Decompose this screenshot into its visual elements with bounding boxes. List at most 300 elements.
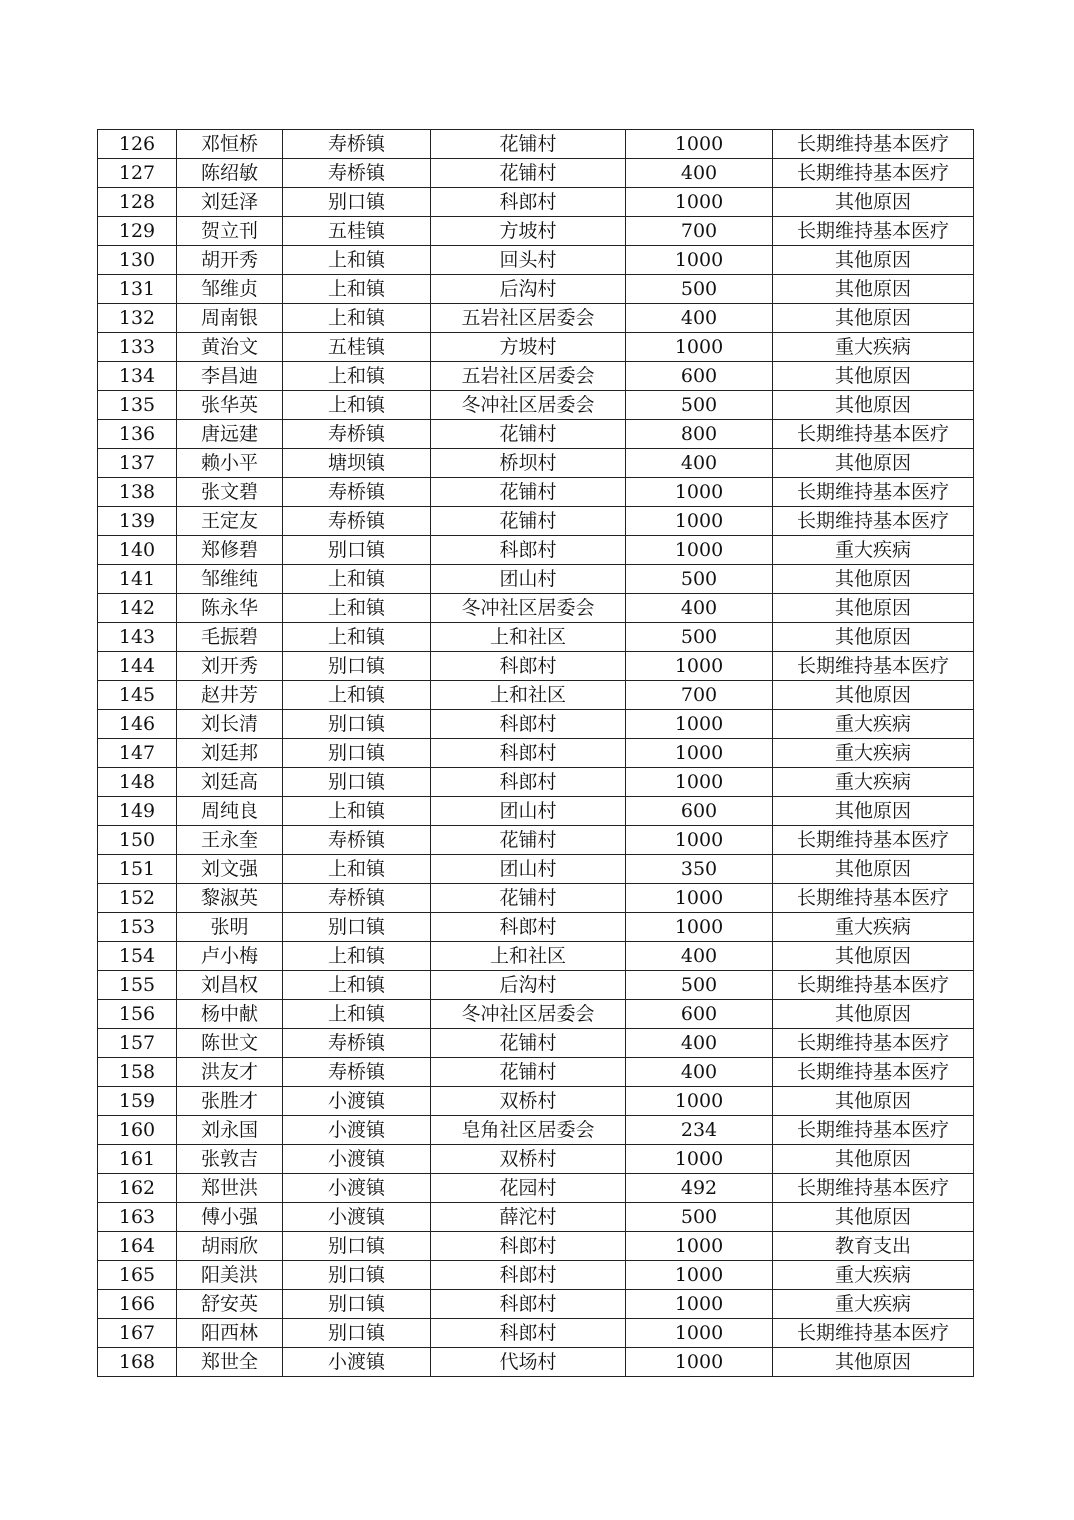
reason-cell: 长期维持基本医疗 [773, 507, 974, 536]
amount-cell: 600 [626, 362, 773, 391]
table-row [98, 478, 974, 507]
town-cell: 寿桥镇 [283, 130, 431, 159]
row-number-cell: 141 [98, 565, 177, 594]
table-row [98, 739, 974, 768]
town-cell: 别口镇 [283, 1232, 431, 1261]
village-cell: 科郎村 [431, 188, 626, 217]
amount-cell: 500 [626, 971, 773, 1000]
table-row [98, 1348, 974, 1377]
village-cell: 科郎村 [431, 710, 626, 739]
town-cell: 上和镇 [283, 1000, 431, 1029]
row-number-cell: 152 [98, 884, 177, 913]
table-row [98, 1029, 974, 1058]
village-cell: 双桥村 [431, 1087, 626, 1116]
name-cell: 张敦吉 [177, 1145, 283, 1174]
reason-cell: 其他原因 [773, 188, 974, 217]
town-cell: 小渡镇 [283, 1348, 431, 1377]
amount-cell: 1000 [626, 246, 773, 275]
row-number-cell: 156 [98, 1000, 177, 1029]
row-number-cell: 136 [98, 420, 177, 449]
name-cell: 邹维纯 [177, 565, 283, 594]
town-cell: 上和镇 [283, 391, 431, 420]
row-number-cell: 165 [98, 1261, 177, 1290]
reason-cell: 其他原因 [773, 855, 974, 884]
name-cell: 毛振碧 [177, 623, 283, 652]
name-cell: 卢小梅 [177, 942, 283, 971]
reason-cell: 长期维持基本医疗 [773, 971, 974, 1000]
village-cell: 代场村 [431, 1348, 626, 1377]
reason-cell: 长期维持基本医疗 [773, 478, 974, 507]
town-cell: 上和镇 [283, 797, 431, 826]
row-number-cell: 145 [98, 681, 177, 710]
table-row [98, 536, 974, 565]
amount-cell: 1000 [626, 710, 773, 739]
amount-cell: 1000 [626, 188, 773, 217]
name-cell: 刘永国 [177, 1116, 283, 1145]
table-row [98, 652, 974, 681]
amount-cell: 1000 [626, 768, 773, 797]
amount-cell: 1000 [626, 478, 773, 507]
name-cell: 胡雨欣 [177, 1232, 283, 1261]
amount-cell: 400 [626, 594, 773, 623]
village-cell: 皂角社区居委会 [431, 1116, 626, 1145]
amount-cell: 1000 [626, 1290, 773, 1319]
row-number-cell: 161 [98, 1145, 177, 1174]
reason-cell: 重大疾病 [773, 768, 974, 797]
table-row [98, 1261, 974, 1290]
village-cell: 上和社区 [431, 681, 626, 710]
town-cell: 小渡镇 [283, 1116, 431, 1145]
amount-cell: 400 [626, 1058, 773, 1087]
village-cell: 花铺村 [431, 159, 626, 188]
town-cell: 五桂镇 [283, 217, 431, 246]
table-row [98, 217, 974, 246]
reason-cell: 重大疾病 [773, 333, 974, 362]
village-cell: 上和社区 [431, 942, 626, 971]
name-cell: 郑修碧 [177, 536, 283, 565]
reason-cell: 长期维持基本医疗 [773, 159, 974, 188]
reason-cell: 重大疾病 [773, 739, 974, 768]
name-cell: 舒安英 [177, 1290, 283, 1319]
amount-cell: 600 [626, 797, 773, 826]
village-cell: 科郎村 [431, 913, 626, 942]
table-row [98, 855, 974, 884]
table-row [98, 594, 974, 623]
name-cell: 张胜才 [177, 1087, 283, 1116]
town-cell: 小渡镇 [283, 1174, 431, 1203]
name-cell: 黎淑英 [177, 884, 283, 913]
row-number-cell: 133 [98, 333, 177, 362]
reason-cell: 其他原因 [773, 797, 974, 826]
reason-cell: 长期维持基本医疗 [773, 1058, 974, 1087]
village-cell: 上和社区 [431, 623, 626, 652]
town-cell: 上和镇 [283, 855, 431, 884]
table-row [98, 913, 974, 942]
row-number-cell: 135 [98, 391, 177, 420]
village-cell: 科郎村 [431, 1261, 626, 1290]
reason-cell: 其他原因 [773, 623, 974, 652]
town-cell: 寿桥镇 [283, 826, 431, 855]
table-row [98, 304, 974, 333]
name-cell: 周南银 [177, 304, 283, 333]
village-cell: 花铺村 [431, 884, 626, 913]
row-number-cell: 139 [98, 507, 177, 536]
name-cell: 刘文强 [177, 855, 283, 884]
reason-cell: 长期维持基本医疗 [773, 130, 974, 159]
amount-cell: 500 [626, 623, 773, 652]
table-row [98, 449, 974, 478]
reason-cell: 长期维持基本医疗 [773, 217, 974, 246]
village-cell: 方坡村 [431, 333, 626, 362]
row-number-cell: 148 [98, 768, 177, 797]
row-number-cell: 130 [98, 246, 177, 275]
town-cell: 上和镇 [283, 275, 431, 304]
amount-cell: 1000 [626, 536, 773, 565]
town-cell: 别口镇 [283, 536, 431, 565]
table-row [98, 362, 974, 391]
amount-cell: 350 [626, 855, 773, 884]
table-row [98, 942, 974, 971]
row-number-cell: 155 [98, 971, 177, 1000]
town-cell: 别口镇 [283, 652, 431, 681]
reason-cell: 重大疾病 [773, 913, 974, 942]
amount-cell: 1000 [626, 1145, 773, 1174]
village-cell: 科郎村 [431, 1290, 626, 1319]
row-number-cell: 163 [98, 1203, 177, 1232]
amount-cell: 492 [626, 1174, 773, 1203]
row-number-cell: 167 [98, 1319, 177, 1348]
reason-cell: 其他原因 [773, 1203, 974, 1232]
name-cell: 王定友 [177, 507, 283, 536]
table-row [98, 159, 974, 188]
amount-cell: 1000 [626, 652, 773, 681]
table-row [98, 1145, 974, 1174]
table-row [98, 1087, 974, 1116]
village-cell: 冬冲社区居委会 [431, 391, 626, 420]
village-cell: 冬冲社区居委会 [431, 594, 626, 623]
town-cell: 五桂镇 [283, 333, 431, 362]
amount-cell: 1000 [626, 826, 773, 855]
town-cell: 别口镇 [283, 710, 431, 739]
amount-cell: 800 [626, 420, 773, 449]
town-cell: 寿桥镇 [283, 507, 431, 536]
row-number-cell: 166 [98, 1290, 177, 1319]
village-cell: 五岩社区居委会 [431, 362, 626, 391]
reason-cell: 长期维持基本医疗 [773, 1029, 974, 1058]
town-cell: 寿桥镇 [283, 478, 431, 507]
village-cell: 花铺村 [431, 130, 626, 159]
row-number-cell: 140 [98, 536, 177, 565]
reason-cell: 其他原因 [773, 362, 974, 391]
town-cell: 上和镇 [283, 942, 431, 971]
row-number-cell: 160 [98, 1116, 177, 1145]
name-cell: 邹维贞 [177, 275, 283, 304]
name-cell: 黄治文 [177, 333, 283, 362]
amount-cell: 500 [626, 275, 773, 304]
table-row [98, 1203, 974, 1232]
name-cell: 陈永华 [177, 594, 283, 623]
town-cell: 上和镇 [283, 971, 431, 1000]
amount-cell: 1000 [626, 333, 773, 362]
reason-cell: 长期维持基本医疗 [773, 652, 974, 681]
town-cell: 上和镇 [283, 623, 431, 652]
village-cell: 后沟村 [431, 971, 626, 1000]
town-cell: 小渡镇 [283, 1087, 431, 1116]
village-cell: 回头村 [431, 246, 626, 275]
town-cell: 小渡镇 [283, 1203, 431, 1232]
roster-body [98, 130, 974, 1377]
roster-table [97, 129, 974, 1377]
town-cell: 上和镇 [283, 246, 431, 275]
table-row [98, 1319, 974, 1348]
town-cell: 别口镇 [283, 739, 431, 768]
row-number-cell: 129 [98, 217, 177, 246]
village-cell: 花铺村 [431, 478, 626, 507]
name-cell: 陈绍敏 [177, 159, 283, 188]
table-row [98, 130, 974, 159]
reason-cell: 重大疾病 [773, 1261, 974, 1290]
name-cell: 杨中献 [177, 1000, 283, 1029]
name-cell: 张华英 [177, 391, 283, 420]
village-cell: 薛沱村 [431, 1203, 626, 1232]
name-cell: 刘昌权 [177, 971, 283, 1000]
town-cell: 别口镇 [283, 1319, 431, 1348]
row-number-cell: 158 [98, 1058, 177, 1087]
amount-cell: 400 [626, 159, 773, 188]
reason-cell: 重大疾病 [773, 1290, 974, 1319]
name-cell: 赵井芳 [177, 681, 283, 710]
row-number-cell: 147 [98, 739, 177, 768]
amount-cell: 600 [626, 1000, 773, 1029]
village-cell: 科郎村 [431, 739, 626, 768]
village-cell: 团山村 [431, 565, 626, 594]
amount-cell: 1000 [626, 1261, 773, 1290]
name-cell: 李昌迪 [177, 362, 283, 391]
name-cell: 刘长清 [177, 710, 283, 739]
name-cell: 张文碧 [177, 478, 283, 507]
reason-cell: 长期维持基本医疗 [773, 1174, 974, 1203]
name-cell: 陈世文 [177, 1029, 283, 1058]
village-cell: 双桥村 [431, 1145, 626, 1174]
name-cell: 郑世洪 [177, 1174, 283, 1203]
row-number-cell: 132 [98, 304, 177, 333]
village-cell: 科郎村 [431, 1232, 626, 1261]
reason-cell: 其他原因 [773, 942, 974, 971]
town-cell: 上和镇 [283, 594, 431, 623]
row-number-cell: 149 [98, 797, 177, 826]
amount-cell: 400 [626, 942, 773, 971]
amount-cell: 400 [626, 449, 773, 478]
row-number-cell: 162 [98, 1174, 177, 1203]
row-number-cell: 144 [98, 652, 177, 681]
town-cell: 别口镇 [283, 188, 431, 217]
reason-cell: 长期维持基本医疗 [773, 420, 974, 449]
name-cell: 张明 [177, 913, 283, 942]
village-cell: 花铺村 [431, 1029, 626, 1058]
row-number-cell: 150 [98, 826, 177, 855]
town-cell: 塘坝镇 [283, 449, 431, 478]
table-row [98, 420, 974, 449]
table-row [98, 1116, 974, 1145]
village-cell: 花铺村 [431, 420, 626, 449]
reason-cell: 其他原因 [773, 391, 974, 420]
amount-cell: 1000 [626, 1087, 773, 1116]
table-row [98, 1174, 974, 1203]
village-cell: 科郎村 [431, 536, 626, 565]
town-cell: 上和镇 [283, 565, 431, 594]
reason-cell: 其他原因 [773, 565, 974, 594]
table-row [98, 507, 974, 536]
row-number-cell: 138 [98, 478, 177, 507]
village-cell: 花铺村 [431, 1058, 626, 1087]
row-number-cell: 146 [98, 710, 177, 739]
amount-cell: 400 [626, 304, 773, 333]
name-cell: 周纯良 [177, 797, 283, 826]
village-cell: 冬冲社区居委会 [431, 1000, 626, 1029]
amount-cell: 1000 [626, 1348, 773, 1377]
amount-cell: 700 [626, 217, 773, 246]
name-cell: 贺立刊 [177, 217, 283, 246]
village-cell: 方坡村 [431, 217, 626, 246]
town-cell: 小渡镇 [283, 1145, 431, 1174]
row-number-cell: 157 [98, 1029, 177, 1058]
row-number-cell: 168 [98, 1348, 177, 1377]
amount-cell: 1000 [626, 739, 773, 768]
row-number-cell: 126 [98, 130, 177, 159]
table-row [98, 1058, 974, 1087]
town-cell: 别口镇 [283, 768, 431, 797]
name-cell: 胡开秀 [177, 246, 283, 275]
reason-cell: 其他原因 [773, 1087, 974, 1116]
town-cell: 别口镇 [283, 1261, 431, 1290]
reason-cell: 其他原因 [773, 275, 974, 304]
village-cell: 科郎村 [431, 768, 626, 797]
reason-cell: 教育支出 [773, 1232, 974, 1261]
town-cell: 寿桥镇 [283, 1058, 431, 1087]
row-number-cell: 153 [98, 913, 177, 942]
amount-cell: 1000 [626, 884, 773, 913]
table-row [98, 391, 974, 420]
table-row [98, 971, 974, 1000]
village-cell: 花园村 [431, 1174, 626, 1203]
amount-cell: 500 [626, 1203, 773, 1232]
table-row [98, 246, 974, 275]
reason-cell: 其他原因 [773, 1348, 974, 1377]
table-row [98, 710, 974, 739]
amount-cell: 1000 [626, 913, 773, 942]
name-cell: 赖小平 [177, 449, 283, 478]
name-cell: 刘廷泽 [177, 188, 283, 217]
town-cell: 寿桥镇 [283, 884, 431, 913]
row-number-cell: 154 [98, 942, 177, 971]
town-cell: 别口镇 [283, 1290, 431, 1319]
town-cell: 上和镇 [283, 362, 431, 391]
reason-cell: 其他原因 [773, 1000, 974, 1029]
reason-cell: 其他原因 [773, 449, 974, 478]
village-cell: 花铺村 [431, 507, 626, 536]
name-cell: 阳美洪 [177, 1261, 283, 1290]
town-cell: 寿桥镇 [283, 159, 431, 188]
table-row [98, 797, 974, 826]
amount-cell: 234 [626, 1116, 773, 1145]
row-number-cell: 159 [98, 1087, 177, 1116]
town-cell: 上和镇 [283, 304, 431, 333]
reason-cell: 长期维持基本医疗 [773, 1319, 974, 1348]
name-cell: 傅小强 [177, 1203, 283, 1232]
table-row [98, 188, 974, 217]
amount-cell: 1000 [626, 130, 773, 159]
village-cell: 桥坝村 [431, 449, 626, 478]
village-cell: 科郎村 [431, 652, 626, 681]
town-cell: 寿桥镇 [283, 1029, 431, 1058]
table-row [98, 565, 974, 594]
reason-cell: 其他原因 [773, 304, 974, 333]
reason-cell: 其他原因 [773, 681, 974, 710]
name-cell: 刘廷高 [177, 768, 283, 797]
village-cell: 花铺村 [431, 826, 626, 855]
town-cell: 上和镇 [283, 681, 431, 710]
table-row [98, 681, 974, 710]
village-cell: 科郎村 [431, 1319, 626, 1348]
row-number-cell: 137 [98, 449, 177, 478]
amount-cell: 1000 [626, 507, 773, 536]
name-cell: 刘廷邦 [177, 739, 283, 768]
town-cell: 别口镇 [283, 913, 431, 942]
town-cell: 寿桥镇 [283, 420, 431, 449]
name-cell: 郑世全 [177, 1348, 283, 1377]
table-row [98, 275, 974, 304]
village-cell: 五岩社区居委会 [431, 304, 626, 333]
amount-cell: 1000 [626, 1319, 773, 1348]
reason-cell: 长期维持基本医疗 [773, 884, 974, 913]
amount-cell: 500 [626, 565, 773, 594]
reason-cell: 其他原因 [773, 246, 974, 275]
village-cell: 团山村 [431, 855, 626, 884]
row-number-cell: 143 [98, 623, 177, 652]
amount-cell: 1000 [626, 1232, 773, 1261]
reason-cell: 长期维持基本医疗 [773, 1116, 974, 1145]
row-number-cell: 164 [98, 1232, 177, 1261]
name-cell: 唐远建 [177, 420, 283, 449]
village-cell: 后沟村 [431, 275, 626, 304]
table-row [98, 1000, 974, 1029]
reason-cell: 重大疾病 [773, 710, 974, 739]
table-row [98, 826, 974, 855]
reason-cell: 长期维持基本医疗 [773, 826, 974, 855]
name-cell: 王永奎 [177, 826, 283, 855]
amount-cell: 400 [626, 1029, 773, 1058]
row-number-cell: 128 [98, 188, 177, 217]
row-number-cell: 127 [98, 159, 177, 188]
table-row [98, 623, 974, 652]
name-cell: 邓恒桥 [177, 130, 283, 159]
table-row [98, 1232, 974, 1261]
row-number-cell: 142 [98, 594, 177, 623]
amount-cell: 700 [626, 681, 773, 710]
amount-cell: 500 [626, 391, 773, 420]
table-row [98, 1290, 974, 1319]
table-row [98, 884, 974, 913]
row-number-cell: 151 [98, 855, 177, 884]
reason-cell: 其他原因 [773, 1145, 974, 1174]
name-cell: 阳西林 [177, 1319, 283, 1348]
reason-cell: 其他原因 [773, 594, 974, 623]
table-row [98, 768, 974, 797]
table-row [98, 333, 974, 362]
name-cell: 刘开秀 [177, 652, 283, 681]
row-number-cell: 134 [98, 362, 177, 391]
name-cell: 洪友才 [177, 1058, 283, 1087]
